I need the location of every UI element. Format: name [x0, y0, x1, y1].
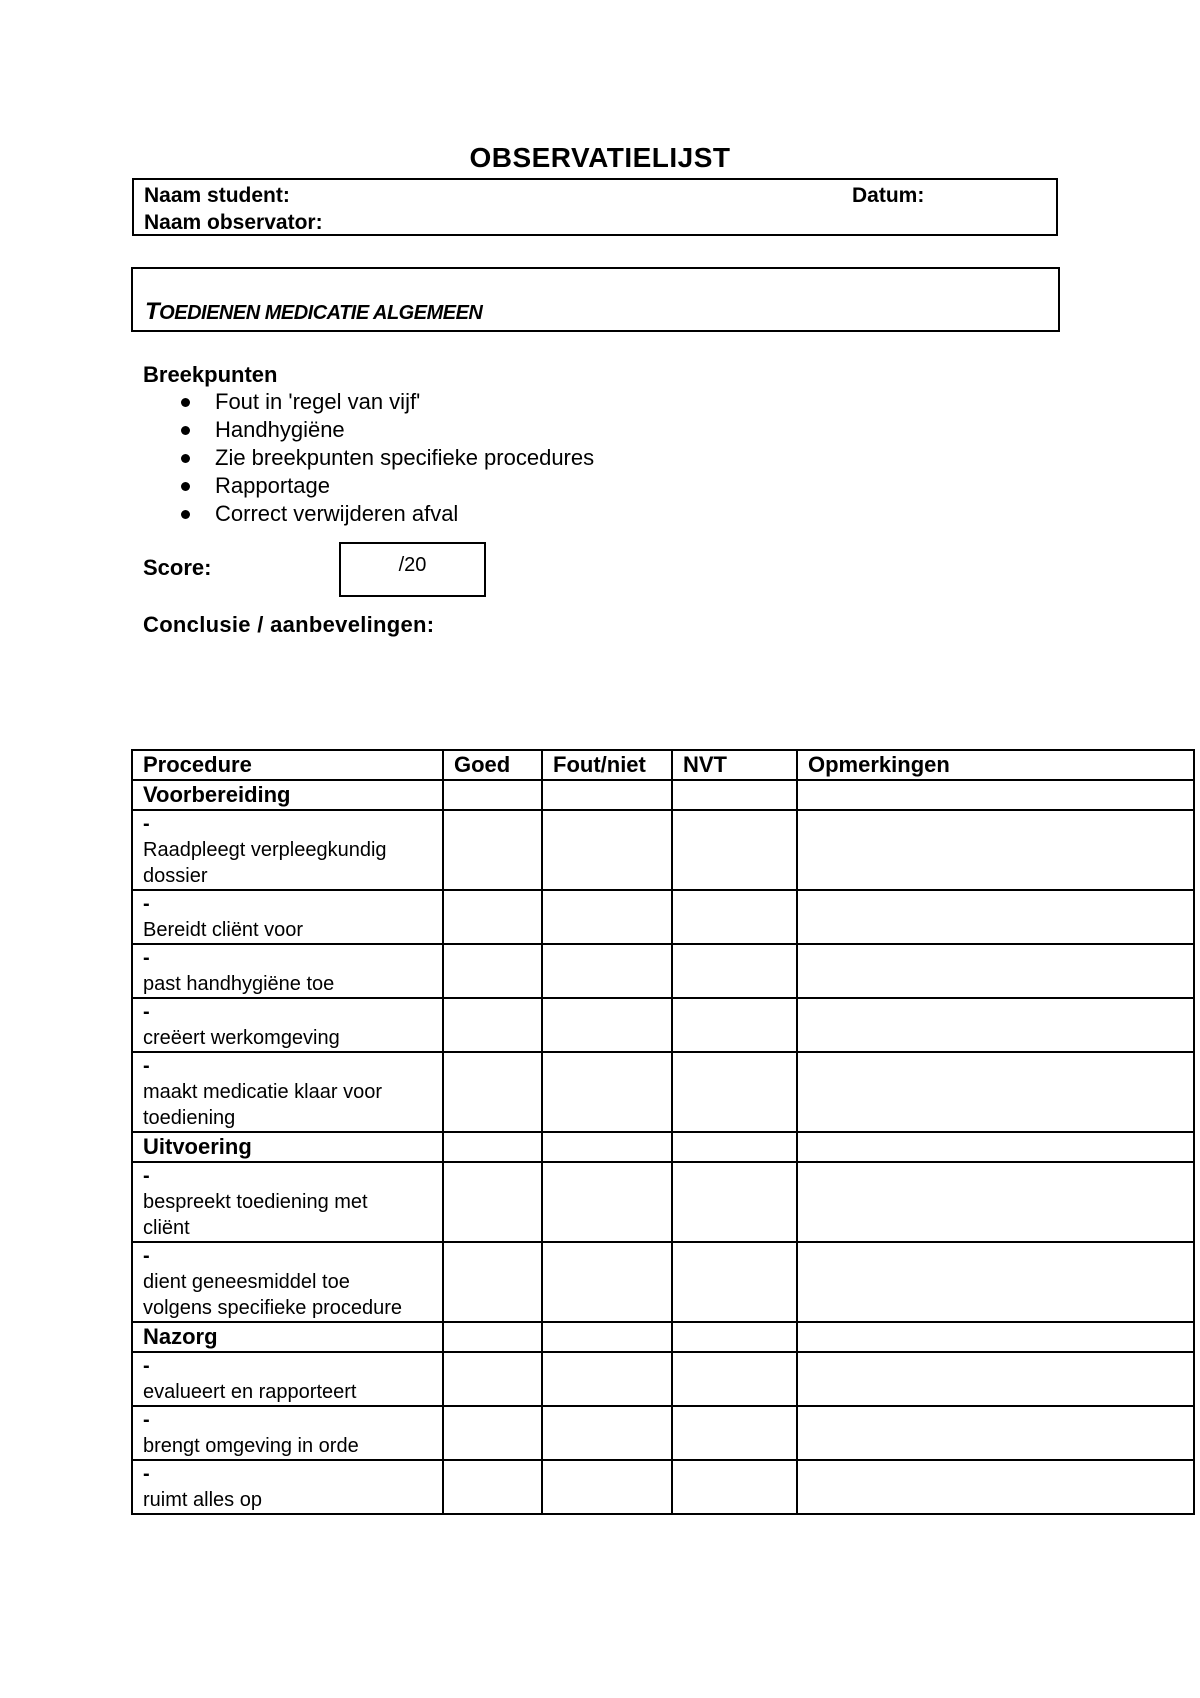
breakpoint-text: Correct verwijderen afval — [215, 501, 459, 526]
nvt-cell[interactable] — [672, 1460, 797, 1514]
breakpoint-item — [181, 472, 594, 500]
procedure-text: Bereidt cliënt voor — [143, 919, 304, 941]
table-row — [132, 1406, 1194, 1460]
breakpoint-item — [181, 416, 594, 444]
table-section-row — [132, 1132, 1194, 1162]
dash-marker: - — [143, 1055, 150, 1077]
procedure-cell — [132, 1052, 443, 1132]
observer-name-label: Naam observator: — [144, 211, 323, 234]
fout-niet-cell[interactable] — [542, 998, 672, 1052]
table-row — [132, 1052, 1194, 1132]
table-row — [132, 944, 1194, 998]
bullet-icon — [181, 482, 190, 491]
dash-marker: - — [143, 1463, 150, 1485]
procedure-text: brengt omgeving in orde — [143, 1435, 359, 1457]
dash-marker: - — [143, 1001, 150, 1023]
opmerkingen-cell[interactable] — [797, 810, 1194, 890]
procedure-text: dient geneesmiddel toe volgens specifieke procedure — [143, 1271, 403, 1319]
breakpoint-item — [181, 388, 594, 416]
opmerkingen-cell[interactable] — [797, 998, 1194, 1052]
procedure-cell — [132, 890, 443, 944]
procedure-text: ruimt alles op — [143, 1489, 262, 1511]
procedure-cell — [132, 1352, 443, 1406]
dash-marker: - — [143, 1355, 150, 1377]
opmerkingen-cell[interactable] — [797, 1322, 1194, 1352]
section-heading-cell: Uitvoering — [132, 1132, 443, 1162]
fout-niet-cell[interactable] — [542, 1460, 672, 1514]
opmerkingen-cell[interactable] — [797, 1352, 1194, 1406]
nvt-cell[interactable] — [672, 810, 797, 890]
opmerkingen-cell[interactable] — [797, 944, 1194, 998]
procedure-cell — [132, 1406, 443, 1460]
opmerkingen-cell[interactable] — [797, 1460, 1194, 1514]
opmerkingen-cell[interactable] — [797, 890, 1194, 944]
fout-niet-cell[interactable] — [542, 890, 672, 944]
goed-cell[interactable] — [443, 944, 542, 998]
student-name-label: Naam student: — [144, 184, 290, 207]
section-title-rest: OEDIENEN MEDICATIE ALGEMEEN — [159, 302, 483, 324]
dash-marker: - — [143, 1245, 150, 1267]
score-value: /20 — [398, 554, 427, 576]
nvt-cell[interactable] — [672, 780, 797, 810]
fout-niet-cell[interactable] — [542, 1322, 672, 1352]
fout-niet-cell[interactable] — [542, 1052, 672, 1132]
section-heading-cell: Nazorg — [132, 1322, 443, 1352]
col-header-goed: Goed — [443, 750, 542, 780]
section-title — [145, 298, 482, 326]
fout-niet-cell[interactable] — [542, 1162, 672, 1242]
section-heading-cell: Voorbereiding — [132, 780, 443, 810]
table-section-row — [132, 780, 1194, 810]
procedure-text: maakt medicatie klaar voor toediening — [143, 1081, 382, 1129]
bullet-icon — [181, 398, 190, 407]
breakpoint-item — [181, 444, 594, 472]
header-info-box — [132, 178, 1058, 236]
col-header-opmerkingen: Opmerkingen — [797, 750, 1194, 780]
dash-marker: - — [143, 1409, 150, 1431]
goed-cell[interactable] — [443, 1352, 542, 1406]
dash-marker: - — [143, 947, 150, 969]
score-field[interactable] — [339, 542, 486, 597]
col-header-procedure: Procedure — [132, 750, 443, 780]
fout-niet-cell[interactable] — [542, 780, 672, 810]
goed-cell[interactable] — [443, 1132, 542, 1162]
section-title-box — [131, 267, 1060, 332]
conclusion-label: Conclusie / aanbevelingen: — [143, 612, 435, 637]
col-header-fout-niet: Fout/niet — [542, 750, 672, 780]
nvt-cell[interactable] — [672, 1352, 797, 1406]
opmerkingen-cell[interactable] — [797, 780, 1194, 810]
table-row — [132, 810, 1194, 890]
goed-cell[interactable] — [443, 1460, 542, 1514]
nvt-cell[interactable] — [672, 1052, 797, 1132]
procedure-text: evalueert en rapporteert — [143, 1381, 357, 1403]
breakpoints-heading: Breekpunten — [143, 362, 278, 387]
nvt-cell[interactable] — [672, 944, 797, 998]
goed-cell[interactable] — [443, 1242, 542, 1322]
date-label: Datum: — [852, 184, 925, 207]
fout-niet-cell[interactable] — [542, 810, 672, 890]
bullet-icon — [181, 510, 190, 519]
nvt-cell[interactable] — [672, 1132, 797, 1162]
table-header-row — [132, 750, 1194, 780]
procedure-cell — [132, 1242, 443, 1322]
table-row — [132, 890, 1194, 944]
dash-marker: - — [143, 893, 150, 915]
bullet-icon — [181, 454, 190, 463]
breakpoint-text: Zie breekpunten specifieke procedures — [215, 445, 595, 470]
goed-cell[interactable] — [443, 890, 542, 944]
goed-cell[interactable] — [443, 1322, 542, 1352]
breakpoint-text: Fout in 'regel van vijf' — [215, 389, 421, 414]
fout-niet-cell[interactable] — [542, 1132, 672, 1162]
table-row — [132, 1242, 1194, 1322]
table-section-row — [132, 1322, 1194, 1352]
goed-cell[interactable] — [443, 810, 542, 890]
table-row — [132, 1352, 1194, 1406]
procedure-cell — [132, 1162, 443, 1242]
nvt-cell[interactable] — [672, 1162, 797, 1242]
goed-cell[interactable] — [443, 1406, 542, 1460]
nvt-cell[interactable] — [672, 1242, 797, 1322]
page-title: OBSERVATIELIJST — [469, 142, 731, 173]
opmerkingen-cell[interactable] — [797, 1132, 1194, 1162]
fout-niet-cell[interactable] — [542, 1406, 672, 1460]
dash-marker: - — [143, 813, 150, 835]
procedure-cell — [132, 944, 443, 998]
procedure-text: creëert werkomgeving — [143, 1027, 340, 1049]
procedure-text: past handhygiëne toe — [143, 973, 335, 995]
goed-cell[interactable] — [443, 1162, 542, 1242]
opmerkingen-cell[interactable] — [797, 1242, 1194, 1322]
section-title-initial: T — [145, 298, 160, 325]
goed-cell[interactable] — [443, 998, 542, 1052]
table-row — [132, 998, 1194, 1052]
breakpoints-list — [181, 388, 594, 528]
fout-niet-cell[interactable] — [542, 944, 672, 998]
nvt-cell[interactable] — [672, 1322, 797, 1352]
procedure-table-body — [132, 780, 1194, 1514]
nvt-cell[interactable] — [672, 998, 797, 1052]
goed-cell[interactable] — [443, 1052, 542, 1132]
fout-niet-cell[interactable] — [542, 1242, 672, 1322]
table-row — [132, 1460, 1194, 1514]
procedure-cell — [132, 998, 443, 1052]
procedure-table — [131, 749, 1195, 1515]
procedure-text: bespreekt toediening met cliënt — [143, 1191, 368, 1239]
procedure-text: Raadpleegt verpleegkundig dossier — [143, 839, 387, 887]
breakpoint-text: Rapportage — [215, 473, 330, 498]
score-label: Score: — [143, 555, 212, 580]
opmerkingen-cell[interactable] — [797, 1162, 1194, 1242]
procedure-cell — [132, 810, 443, 890]
opmerkingen-cell[interactable] — [797, 1406, 1194, 1460]
breakpoint-text: Handhygiëne — [215, 417, 345, 442]
nvt-cell[interactable] — [672, 1406, 797, 1460]
table-row — [132, 1162, 1194, 1242]
fout-niet-cell[interactable] — [542, 1352, 672, 1406]
goed-cell[interactable] — [443, 780, 542, 810]
col-header-nvt: NVT — [672, 750, 797, 780]
nvt-cell[interactable] — [672, 890, 797, 944]
procedure-cell — [132, 1460, 443, 1514]
dash-marker: - — [143, 1165, 150, 1187]
opmerkingen-cell[interactable] — [797, 1052, 1194, 1132]
bullet-icon — [181, 426, 190, 435]
breakpoint-item — [181, 500, 594, 528]
